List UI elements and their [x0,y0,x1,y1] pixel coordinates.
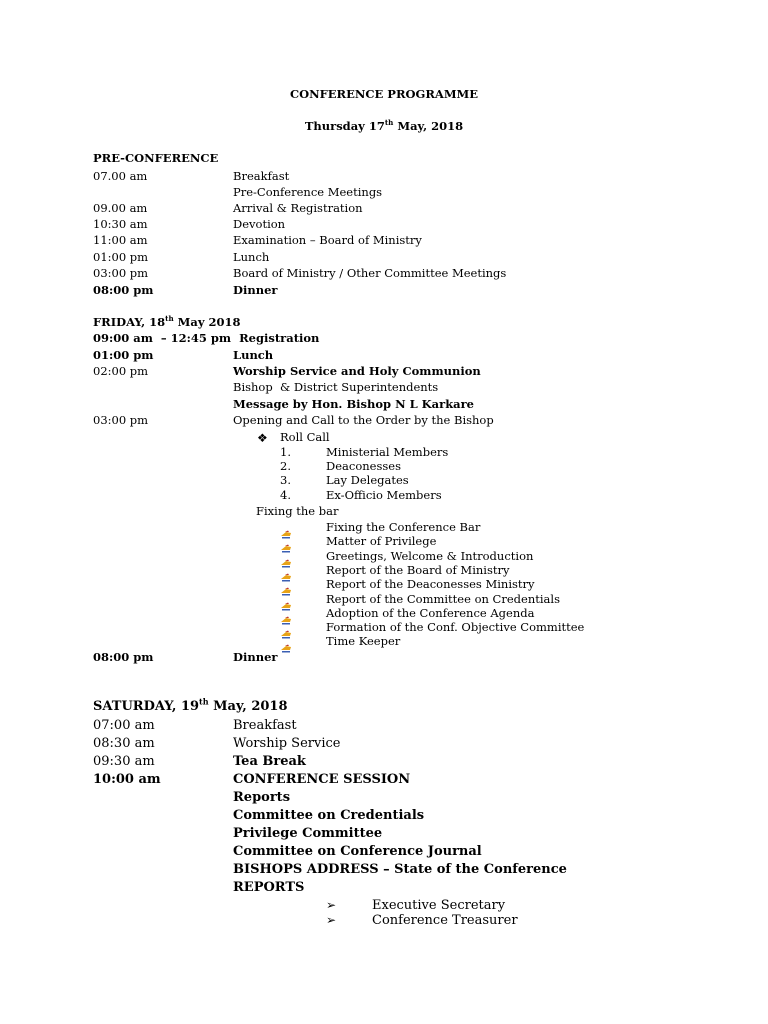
list-item: Report of the Deaconesses Ministry [326,577,535,591]
event-cell: Opening and Call to the Order by the Bishop [233,413,494,427]
time-cell: 01:00 pm [93,250,149,264]
event-cell: Tea Break [233,754,306,769]
list-item: Adoption of the Conference Agenda [326,606,535,620]
pen-bullet-icon [280,581,292,590]
list-number: 3. [280,473,291,487]
event-cell: Pre-Conference Meetings [233,185,383,199]
date-heading: Thursday 17th May, 2018 [304,118,464,133]
list-item: Fixing the Conference Bar [326,520,481,534]
time-cell: 08:30 am [93,736,155,751]
event-cell: Board of Ministry / Other Committee Meetings [233,266,507,280]
fixing-bar-label: Fixing the bar [256,504,339,518]
list-number: 2. [280,459,291,473]
event-cell: Message by Hon. Bishop N L Karkare [233,397,474,411]
pen-bullet-icon [280,524,292,533]
list-item: Deaconesses [326,459,401,473]
roll-call-label: Roll Call [280,430,330,444]
saturday-heading: SATURDAY, 19th May, 2018 [93,696,288,714]
time-cell: 10:30 am [93,217,148,231]
event-cell: Breakfast [233,718,297,733]
event-cell: Dinner [233,650,278,664]
event-cell: Committee on Conference Journal [233,844,482,859]
pen-bullet-icon [280,596,292,605]
list-item: Matter of Privilege [326,534,437,548]
event-cell: Worship Service [233,736,341,751]
time-cell: 03:00 pm [93,266,149,280]
list-item: Report of the Board of Ministry [326,563,510,577]
page-title: CONFERENCE PROGRAMME [289,87,479,101]
list-item: Ex-Officio Members [326,488,442,502]
pen-bullet-icon [280,610,292,619]
list-item: Conference Treasurer [372,913,518,928]
diamond-bullet-icon: ❖ [257,431,268,445]
event-cell: Bishop & District Superintendents [233,380,439,394]
pre-conference-heading: PRE-CONFERENCE [93,151,219,165]
pen-bullet-icon [280,538,292,547]
list-item: Ministerial Members [326,445,449,459]
pen-bullet-icon [280,553,292,562]
time-cell: 07:00 am [93,718,155,733]
time-cell: 09.00 am [93,201,148,215]
event-cell: Privilege Committee [233,826,383,841]
list-item: Formation of the Conf. Objective Committee [326,620,585,634]
list-item: Report of the Committee on Credentials [326,592,560,606]
arrow-bullet-icon: ➢ [326,913,337,927]
time-cell: 07.00 am [93,169,148,183]
list-item: Executive Secretary [372,898,506,913]
event-cell: Committee on Credentials [233,808,425,823]
event-cell: Arrival & Registration [233,201,363,215]
list-item: Greetings, Welcome & Introduction [326,549,534,563]
event-cell: Breakfast [233,169,290,183]
list-number: 4. [280,488,291,502]
time-cell: 10:00 am [93,772,161,787]
event-cell: Reports [233,790,291,805]
event-cell: BISHOPS ADDRESS – State of the Conference [233,862,567,877]
event-cell: Examination – Board of Ministry [233,233,422,247]
event-cell: Devotion [233,217,286,231]
pen-bullet-icon [280,638,292,647]
pen-bullet-icon [280,624,292,633]
event-cell: Dinner [233,283,278,297]
list-item: Time Keeper [326,634,401,648]
time-cell: 01:00 pm [93,348,154,362]
time-cell: 08:00 pm [93,283,154,297]
event-cell: Lunch [233,348,274,362]
event-cell: Lunch [233,250,270,264]
time-cell: 08:00 pm [93,650,154,664]
pen-bullet-icon [280,567,292,576]
event-cell: Worship Service and Holy Communion [233,364,481,378]
time-cell: 02:00 pm [93,364,149,378]
time-cell: 11:00 am [93,233,148,247]
friday-heading: FRIDAY, 18th May 2018 [93,314,241,329]
time-cell: 09:30 am [93,754,155,769]
time-cell: 03:00 pm [93,413,149,427]
list-item: Lay Delegates [326,473,409,487]
arrow-bullet-icon: ➢ [326,898,337,912]
list-number: 1. [280,445,291,459]
event-cell: CONFERENCE SESSION [233,772,411,787]
event-cell: REPORTS [233,880,305,895]
registration-line: 09:00 am – 12:45 pm Registration [93,331,320,345]
